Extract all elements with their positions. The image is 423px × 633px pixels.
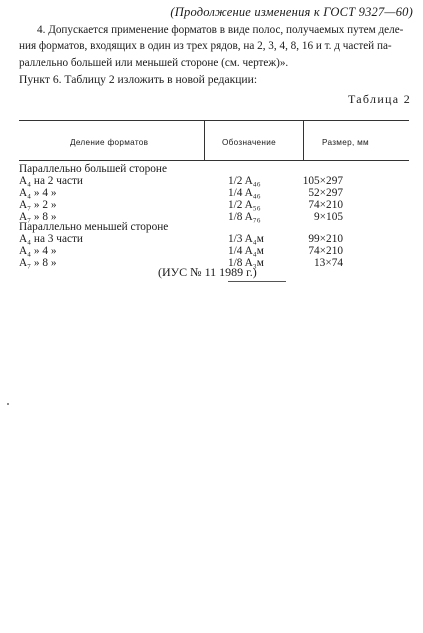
row-division: A₄ на 2 части <box>19 175 83 187</box>
row-division: A₄ » 4 » <box>19 245 57 257</box>
row-division: Параллельно меньшей стороне <box>19 221 169 233</box>
paragraph-4-line-1: 4. Допускается применение форматов в виде полос, получаемых путем деле- <box>37 24 404 36</box>
row-division: A₄ » 4 » <box>19 187 57 199</box>
document-header: (Продолжение изменения к ГОСТ 9327—60) <box>170 5 413 19</box>
row-size: 9×105 <box>314 211 343 223</box>
table-header-designation: Обозначение <box>222 138 276 147</box>
row-designation: 1/8 A₇₆ <box>228 211 261 223</box>
table-top-rule <box>19 120 409 121</box>
table-row <box>0 175 423 187</box>
row-division: A₇ » 8 » <box>19 211 57 223</box>
table-row <box>0 221 423 233</box>
row-size: 74×210 <box>308 199 343 211</box>
row-division: Параллельно большей стороне <box>19 163 167 175</box>
table-row <box>0 163 423 175</box>
table-column-divider-1 <box>204 120 205 160</box>
row-designation: 1/2 A₅₆ <box>228 199 261 211</box>
table-header-rule <box>19 160 409 161</box>
paragraph-4-line-2: ния форматов, входящих в один из трех рядов, на 2, 3, 4, 8, 16 и т. д частей па- <box>19 40 392 53</box>
paragraph-4-line-3: раллельно большей или меньшей стороне (см. чертеж)». <box>19 56 289 69</box>
point-6-text: Пункт 6. Таблицу 2 изложить в новой редакции: <box>19 73 258 86</box>
table-row <box>0 199 423 211</box>
row-size: 99×210 <box>308 233 343 245</box>
row-designation: 1/8 A₃м <box>228 257 264 269</box>
row-size: 13×74 <box>314 257 343 269</box>
table-header-size: Размер, мм <box>322 138 369 147</box>
row-designation: 1/4 A₄м <box>228 245 264 257</box>
row-division: A₄ на 3 части <box>19 233 83 245</box>
source-footnote: (ИУС № 11 1989 г.) <box>158 265 257 279</box>
table-row <box>0 233 423 245</box>
row-designation: 1/3 A₄м <box>228 233 264 245</box>
paragraph-4 <box>19 22 409 71</box>
table-header-division: Деление форматов <box>70 138 149 147</box>
footer-dash <box>228 281 286 282</box>
row-division: A₇ » 8 » <box>19 257 57 269</box>
scan-speck <box>7 403 9 405</box>
table-column-divider-2 <box>303 120 304 160</box>
table-title: Таблица 2 <box>347 92 411 106</box>
row-division: A₇ » 2 » <box>19 199 57 211</box>
row-size: 52×297 <box>308 187 343 199</box>
table-row <box>0 245 423 257</box>
row-size: 74×210 <box>308 245 343 257</box>
row-designation: 1/4 A₄₆ <box>228 187 261 199</box>
table-row <box>0 187 423 199</box>
row-size: 105×297 <box>302 175 343 187</box>
row-designation: 1/2 A₄₆ <box>228 175 261 187</box>
